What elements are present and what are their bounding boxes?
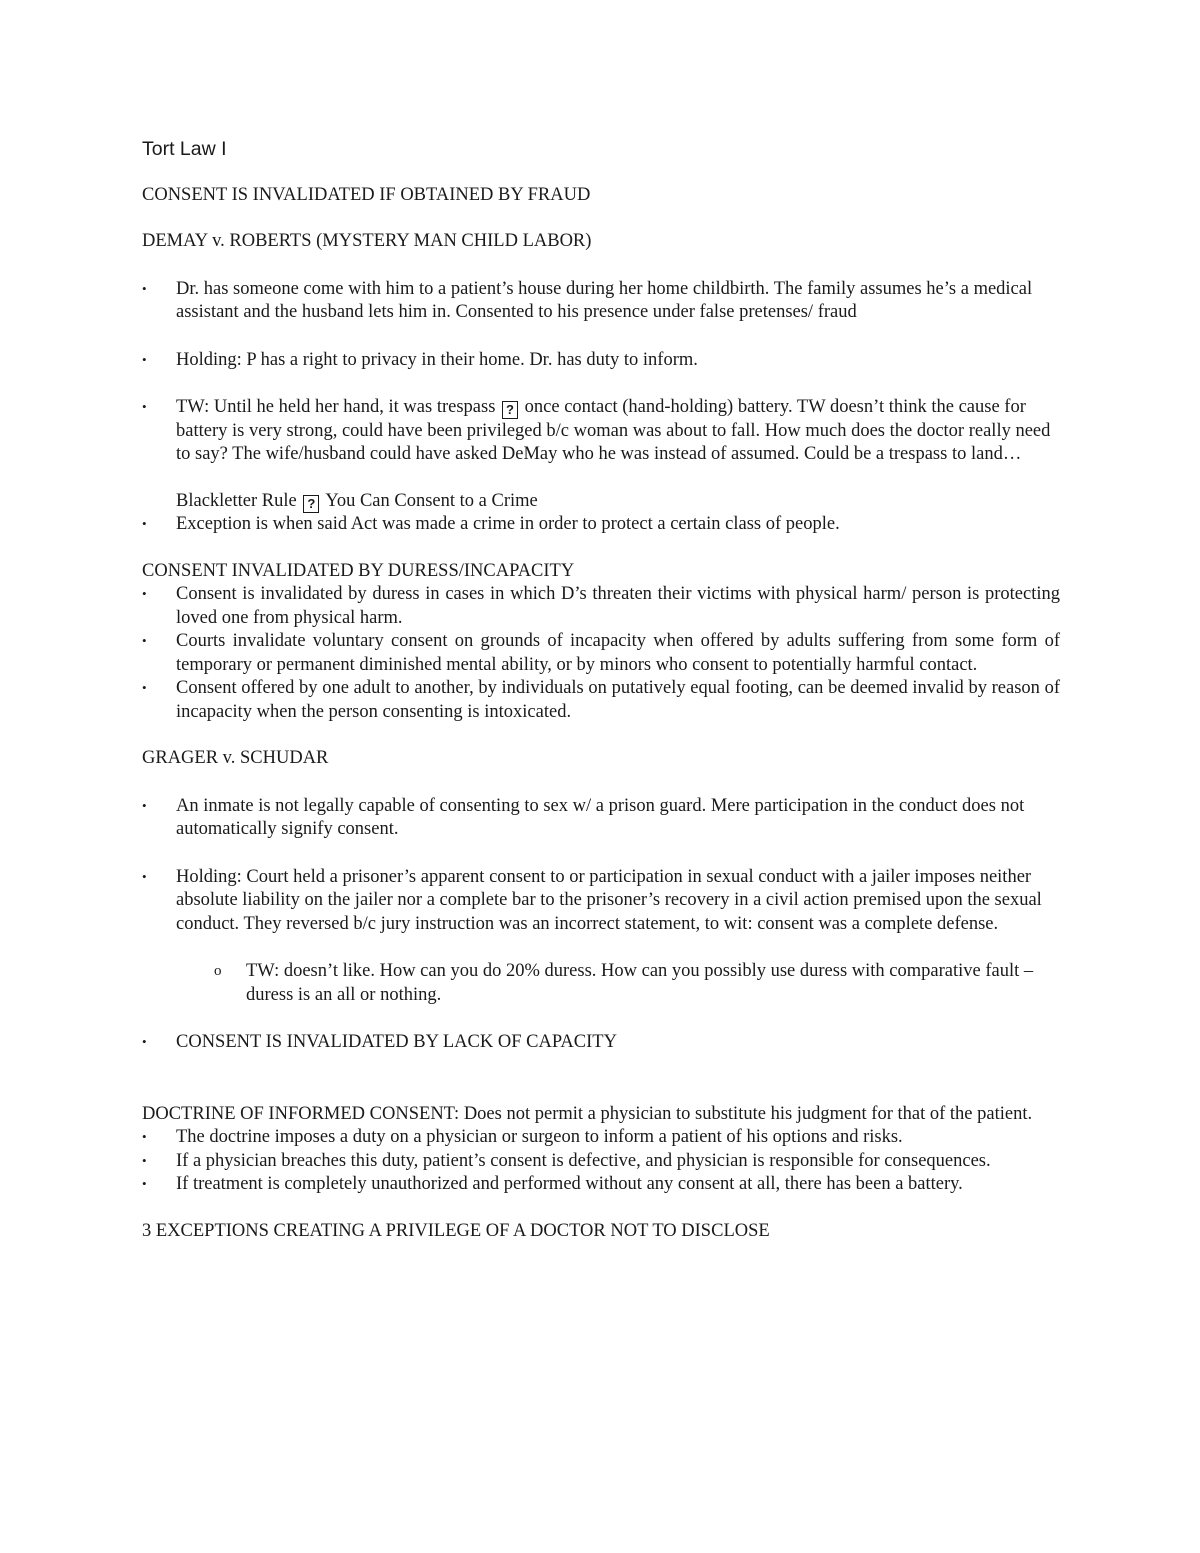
list-item: • If treatment is completely unauthorized and performed without any consent at all, there has been a battery. [142, 1174, 963, 1194]
heading-duress: CONSENT INVALIDATED BY DURESS/INCAPACITY [142, 560, 575, 581]
list-item: • Exception is when said Act was made a crime in order to protect a certain class of people. [142, 514, 840, 534]
heading-demay: DEMAY v. ROBERTS (MYSTERY MAN CHILD LABOR) [142, 231, 592, 251]
document-page [142, 138, 1060, 1243]
list-item: • Consent is invalidated by duress in cases in which D’s threaten their victims with physical harm/ person is protecting loved one from physical harm. [142, 584, 1060, 628]
unknown-symbol-icon: ? [502, 401, 518, 419]
list-item: • If a physician breaches this duty, patient’s consent is defective, and physician is responsible for consequences. [142, 1150, 991, 1171]
list-item: • The doctrine imposes a duty on a physician or surgeon to inform a patient of his options and risks. [142, 1127, 903, 1147]
list-item: • CONSENT IS INVALIDATED BY LACK OF CAPACITY [142, 1032, 617, 1052]
circle-bullet-icon: o [214, 963, 222, 979]
bullet-icon: • [142, 1176, 147, 1191]
bullet-icon: • [142, 868, 147, 884]
informed-list [142, 1126, 1060, 1197]
bullet-icon: • [142, 280, 147, 296]
list-item: • Consent offered by one adult to another, by individuals on putatively equal footing, can be deemed invalid by reason of incapacity when the person consenting is intoxicated. [142, 678, 1060, 722]
bullet-icon: • [142, 633, 147, 648]
grager-sublist [142, 960, 1060, 1007]
document-title: Tort Law I [142, 138, 227, 160]
list-item: • Holding: P has a right to privacy in their home. Dr. has duty to inform. [142, 349, 698, 370]
heading-fraud: CONSENT IS INVALIDATED IF OBTAINED BY FRAUD [142, 184, 591, 205]
heading-exceptions: 3 EXCEPTIONS CREATING A PRIVILEGE OF A DOCTOR NOT TO DISCLOSE [142, 1220, 770, 1241]
list-item: o TW: doesn’t like. How can you do 20% duress. How can you possibly use duress with comparative fault – duress is an all or nothing. [214, 961, 1034, 1005]
list-item: • An inmate is not legally capable of consenting to sex w/ a prison guard. Mere participation in the conduct does not automatically signify consent. [142, 795, 1025, 839]
bullet-icon: • [142, 797, 147, 813]
list-item: • TW: Until he held her hand, it was trespass ? once contact (hand-holding) battery. TW doesn’t think the cause for battery is very strong, could have been privileged b/c woman was about to fall. How much does the doctor really need to say? The wife/husband could have asked DeMay who he was instead of assumed. Could be a trespass to land… [142, 397, 1051, 464]
bullet-icon: • [142, 1129, 147, 1144]
bullet-icon: • [142, 586, 147, 601]
list-item: • Dr. has someone come with him to a patient’s house during her home childbirth. The family assumes he’s a medical assistant and the husband lets him in. Consented to his presence under false pretenses/ fraud [142, 278, 1033, 322]
duress-list [142, 583, 1060, 724]
unknown-symbol-icon: ? [303, 495, 319, 513]
bullet-icon: • [142, 351, 147, 367]
bullet-icon: • [142, 1034, 147, 1049]
list-item: • Holding: Court held a prisoner’s apparent consent to or participation in sexual conduct with a jailer imposes neither absolute liability on the jailer nor a complete bar to the prisoner’s recovery in a civil action premised upon the sexual conduct. They reversed b/c jury instruction was an incorrect statement, to wit: consent was a complete defense. [142, 866, 1042, 934]
bullet-icon: • [142, 399, 147, 414]
demay-list [142, 278, 1060, 325]
blackletter-rule: Blackletter Rule ? You Can Consent to a Crime [176, 490, 538, 511]
bullet-icon: • [142, 516, 147, 531]
heading-grager: GRAGER v. SCHUDAR [142, 748, 329, 768]
heading-informed-consent: DOCTRINE OF INFORMED CONSENT: Does not permit a physician to substitute his judgment for that of the patient. [142, 1103, 1033, 1124]
bullet-icon: • [142, 680, 147, 695]
list-item: • Courts invalidate voluntary consent on grounds of incapacity when offered by adults suffering from some form of temporary or permanent diminished mental ability, or by minors who consent to potentially harmful contact. [142, 631, 1060, 675]
bullet-icon: • [142, 1152, 147, 1168]
grager-list [142, 795, 1060, 842]
